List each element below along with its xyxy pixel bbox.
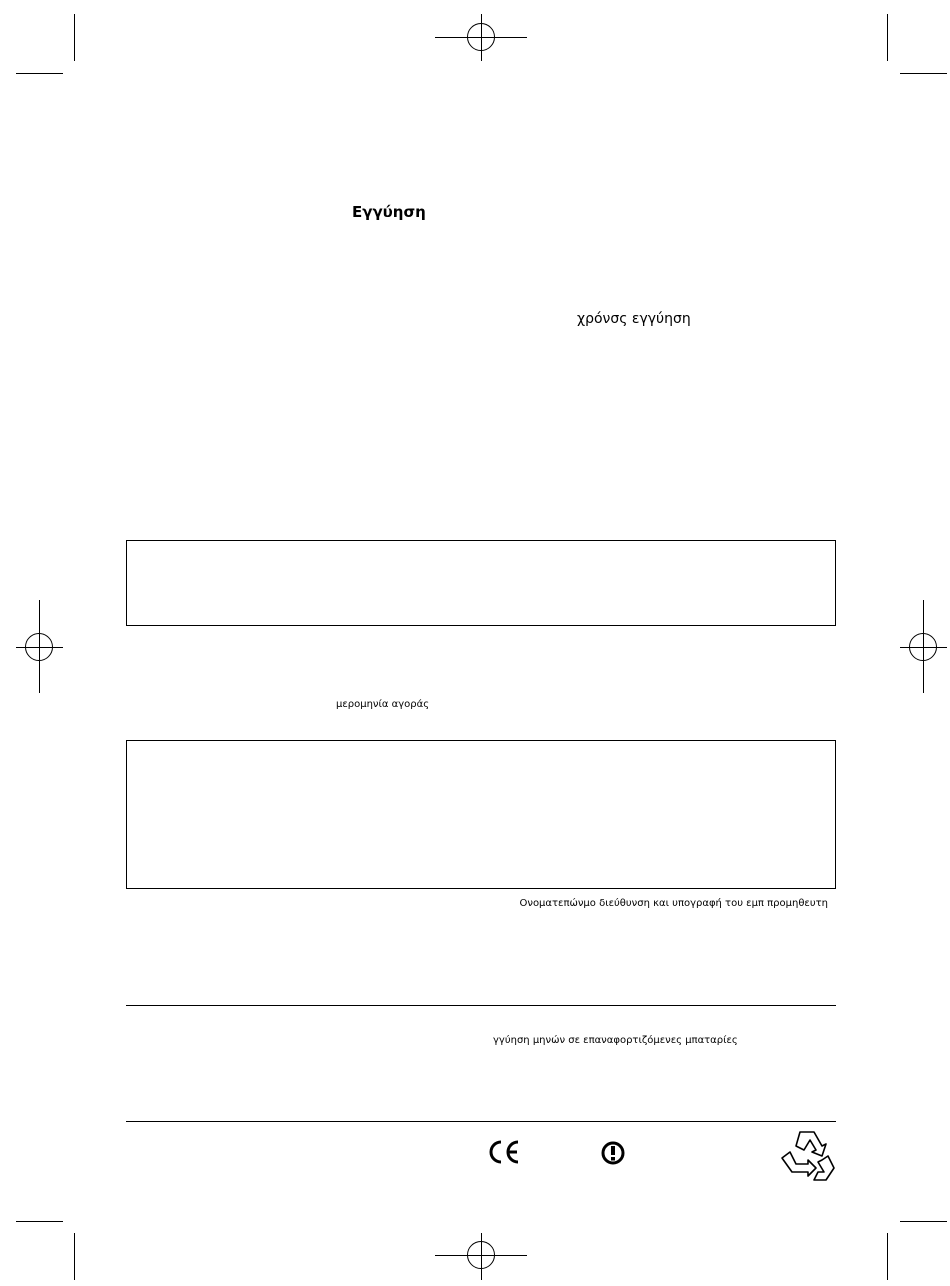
dealer-signature-label: Ονοματεπώνμο διεύθυνση και υπογραφή του εμπ προμηθευτη <box>519 898 828 909</box>
model-info-box <box>126 540 836 626</box>
warranty-period-heading: χρόνσς εγγύηση <box>577 311 691 327</box>
crop-mark-icon <box>74 14 75 61</box>
divider <box>126 1121 836 1122</box>
ce-mark-icon <box>487 1139 521 1165</box>
crop-mark-icon <box>74 1233 75 1280</box>
divider <box>126 1005 836 1006</box>
recycle-icon <box>778 1126 836 1184</box>
dealer-stamp-box <box>126 740 836 889</box>
purchase-date-label: μερομηνία αγοράς <box>336 699 430 710</box>
crop-mark-icon <box>887 1233 888 1280</box>
page-title: Εγγύηση <box>352 203 426 221</box>
crop-mark-icon <box>900 73 947 74</box>
battery-warranty-note: γγύηση μηνών σε επαναφορτιζόμενες μπαταρίες <box>493 1035 738 1046</box>
crop-mark-icon <box>16 1221 63 1222</box>
crop-mark-icon <box>16 73 63 74</box>
class2-alert-icon <box>600 1140 626 1166</box>
crop-mark-icon <box>887 14 888 61</box>
crop-mark-icon <box>900 1221 947 1222</box>
